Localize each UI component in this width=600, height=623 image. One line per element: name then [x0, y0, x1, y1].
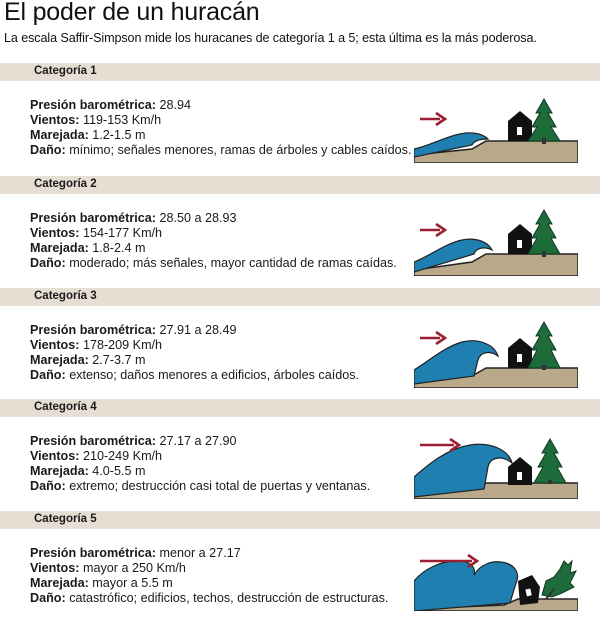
surge-label: Marejada:: [30, 128, 89, 142]
wind-row: [30, 561, 388, 576]
category-info: [30, 546, 388, 606]
house-icon: [508, 338, 532, 368]
wind-row: [30, 226, 397, 241]
pressure-value: 28.50 a 28.93: [159, 211, 237, 225]
wind-value: mayor a 250 Km/h: [82, 561, 186, 575]
pressure-row: [30, 211, 397, 226]
wind-value: 210-249 Km/h: [82, 449, 163, 463]
pressure-row: [30, 546, 388, 561]
category-4-section: [0, 399, 600, 511]
hurricane-illustration: [414, 308, 578, 388]
damage-row: [30, 591, 388, 606]
damage-label: Daño:: [30, 479, 66, 493]
pressure-row: [30, 98, 411, 113]
category-bar: [0, 399, 600, 417]
tree-icon: [542, 561, 576, 599]
damage-value: catastrófico; edificios, techos, destrucción de estructuras.: [69, 591, 389, 605]
wind-row: [30, 338, 359, 353]
wind-value: 154-177 Km/h: [82, 226, 163, 240]
category-label: Categoría 4: [34, 401, 97, 413]
damage-row: [30, 479, 370, 494]
pressure-value: 27.17 a 27.90: [159, 434, 237, 448]
category-info: [30, 323, 359, 383]
house-icon: [508, 224, 532, 254]
category-label: Categoría 2: [34, 178, 97, 190]
arrow-icon: [420, 113, 445, 125]
damage-row: [30, 256, 397, 271]
damage-value: extenso; daños menores a edificios, árboles caídos.: [69, 368, 360, 382]
page-subtitle: La escala Saffir-Simpson mide los huracanes de categoría 1 a 5; esta última es la más poderosa.: [4, 31, 537, 45]
arrow-icon: [420, 439, 459, 451]
surge-value: 2.7-3.7 m: [92, 353, 146, 367]
arrow-icon: [420, 224, 445, 236]
category-bar: [0, 511, 600, 529]
category-label: Categoría 1: [34, 65, 97, 77]
category-bar: [0, 288, 600, 306]
wind-row: [30, 113, 411, 128]
wind-label: Vientos:: [30, 561, 80, 575]
tree-icon: [534, 439, 566, 484]
pressure-row: [30, 434, 370, 449]
category-info: [30, 98, 411, 158]
category-5-section: [0, 511, 600, 623]
pressure-label: Presión barométrica:: [30, 98, 156, 112]
surge-label: Marejada:: [30, 464, 89, 478]
category-bar: [0, 176, 600, 194]
surge-row: [30, 576, 388, 591]
damage-value: extremo; destrucción casi total de puertas y ventanas.: [69, 479, 371, 493]
hurricane-illustration: [414, 83, 578, 163]
surge-value: 1.8-2.4 m: [92, 241, 146, 255]
wind-label: Vientos:: [30, 338, 80, 352]
surge-value: mayor a 5.5 m: [92, 576, 173, 590]
surge-value: 1.2-1.5 m: [92, 128, 146, 142]
surge-label: Marejada:: [30, 576, 89, 590]
tree-icon: [528, 210, 560, 257]
surge-row: [30, 464, 370, 479]
category-3-section: [0, 288, 600, 400]
surge-label: Marejada:: [30, 353, 89, 367]
page-title: El poder de un huracán: [4, 0, 260, 26]
wave-shape: [414, 561, 518, 611]
pressure-label: Presión barométrica:: [30, 434, 156, 448]
damage-row: [30, 368, 359, 383]
wind-value: 178-209 Km/h: [82, 338, 163, 352]
pressure-label: Presión barométrica:: [30, 211, 156, 225]
surge-row: [30, 128, 411, 143]
pressure-value: menor a 27.17: [159, 546, 241, 560]
wind-label: Vientos:: [30, 226, 80, 240]
category-1-section: [0, 63, 600, 175]
surge-value: 4.0-5.5 m: [92, 464, 146, 478]
wind-label: Vientos:: [30, 113, 80, 127]
house-icon: [508, 111, 532, 141]
house-icon: [518, 575, 540, 605]
wind-label: Vientos:: [30, 449, 80, 463]
category-info: [30, 211, 397, 271]
pressure-label: Presión barométrica:: [30, 546, 156, 560]
wind-value: 119-153 Km/h: [82, 113, 162, 127]
surge-row: [30, 353, 359, 368]
damage-value: mínimo; señales menores, ramas de árboles y cables caídos.: [69, 143, 412, 157]
hurricane-illustration: [414, 419, 578, 499]
surge-row: [30, 241, 397, 256]
pressure-value: 27.91 a 28.49: [159, 323, 237, 337]
damage-row: [30, 143, 411, 158]
category-label: Categoría 5: [34, 513, 97, 525]
damage-label: Daño:: [30, 256, 66, 270]
category-bar: [0, 63, 600, 81]
category-info: [30, 434, 370, 494]
arrow-icon: [420, 332, 445, 344]
damage-label: Daño:: [30, 368, 66, 382]
tree-icon: [528, 322, 560, 370]
pressure-row: [30, 323, 359, 338]
damage-value: moderado; más señales, mayor cantidad de ramas caídas.: [69, 256, 397, 270]
pressure-label: Presión barométrica:: [30, 323, 156, 337]
category-label: Categoría 3: [34, 290, 97, 302]
tree-icon: [528, 99, 560, 144]
wind-row: [30, 449, 370, 464]
hurricane-illustration: [414, 531, 578, 611]
damage-label: Daño:: [30, 591, 66, 605]
surge-label: Marejada:: [30, 241, 89, 255]
category-2-section: [0, 176, 600, 288]
pressure-value: 28.94: [159, 98, 191, 112]
damage-label: Daño:: [30, 143, 66, 157]
hurricane-illustration: [414, 196, 578, 276]
